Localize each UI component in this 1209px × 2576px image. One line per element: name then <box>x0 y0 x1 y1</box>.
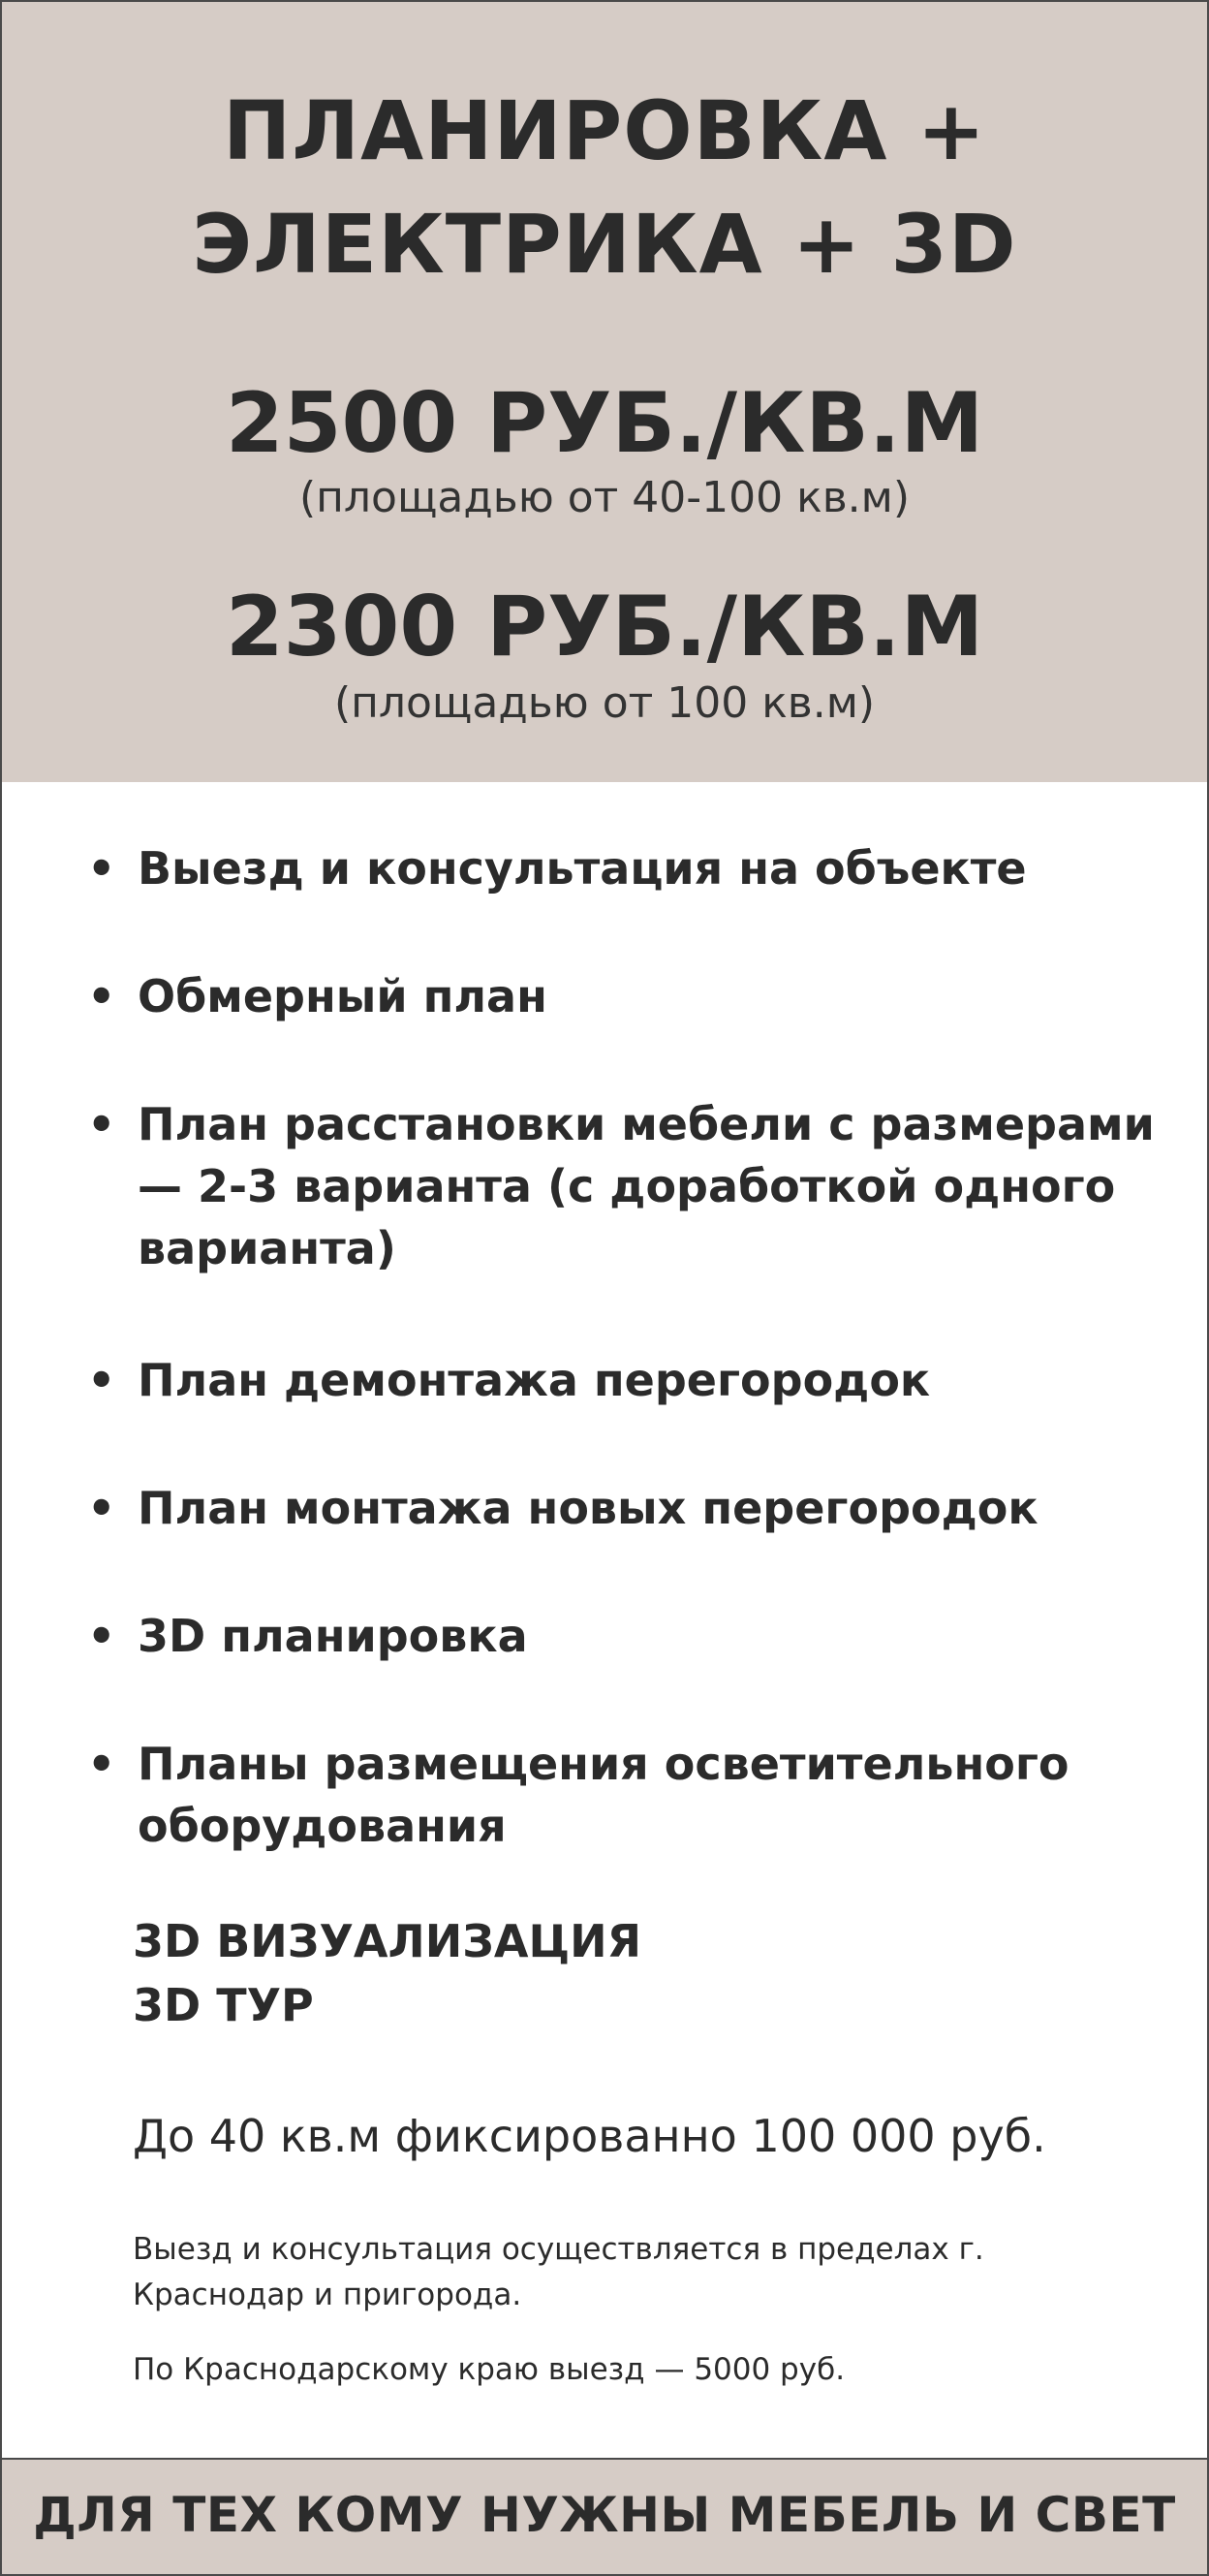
service-item <box>87 1605 1153 1667</box>
extra-visualization: 3D ВИЗУАЛИЗАЦИЯ <box>133 1915 642 1967</box>
service-item <box>87 1733 1153 1857</box>
service-label: 3D планировка <box>138 1610 528 1662</box>
footer-label: ДЛЯ ТЕХ КОМУ НУЖНЫ МЕБЕЛЬ И СВЕТ <box>33 2487 1176 2543</box>
price-primary: 2500 РУБ./КВ.М <box>225 375 984 472</box>
service-label: Выезд и консультация на объекте <box>138 842 1027 895</box>
service-label: План расстановки мебели с размерами — 2-3 варианта (с доработкой одного варианта) <box>138 1098 1155 1274</box>
price-secondary-note: (площадью от 100 кв.м) <box>333 678 876 728</box>
service-label: План монтажа новых перегородок <box>138 1482 1038 1534</box>
extra-tour: 3D ТУР <box>133 1979 314 2031</box>
title-line-1: ПЛАНИРОВКА + <box>223 83 986 178</box>
service-label: Обмерный план <box>138 970 547 1022</box>
fixed-price-text: До 40 кв.м фиксированно 100 000 руб. <box>133 2110 1046 2162</box>
service-item <box>87 1093 1153 1279</box>
region-travel-note: По Краснодарскому краю выезд — 5000 руб. <box>133 2352 846 2387</box>
bullet-icon: • <box>87 1738 116 1790</box>
footer-banner <box>2 2458 1207 2576</box>
service-item <box>87 1349 1153 1411</box>
bullet-icon: • <box>87 1482 116 1534</box>
price-primary-note: (площадью от 40-100 кв.м) <box>299 473 910 522</box>
service-label: План демонтажа перегородок <box>138 1354 931 1406</box>
bullet-icon: • <box>87 842 116 895</box>
header-panel <box>2 2 1207 782</box>
bullet-icon: • <box>87 970 116 1022</box>
service-item <box>87 965 1153 1027</box>
travel-note: Выезд и консультация осуществляется в пределах г. Краснодар и пригорода. <box>133 2232 984 2312</box>
price-secondary: 2300 РУБ./КВ.М <box>225 579 984 675</box>
service-item <box>87 837 1153 899</box>
service-item <box>87 1477 1153 1539</box>
service-label: Планы размещения осветительного оборудования <box>138 1738 1070 1852</box>
bullet-icon: • <box>87 1098 116 1150</box>
bullet-icon: • <box>87 1610 116 1662</box>
title-line-2: ЭЛЕКТРИКА + 3D <box>192 197 1017 292</box>
bullet-icon: • <box>87 1354 116 1406</box>
